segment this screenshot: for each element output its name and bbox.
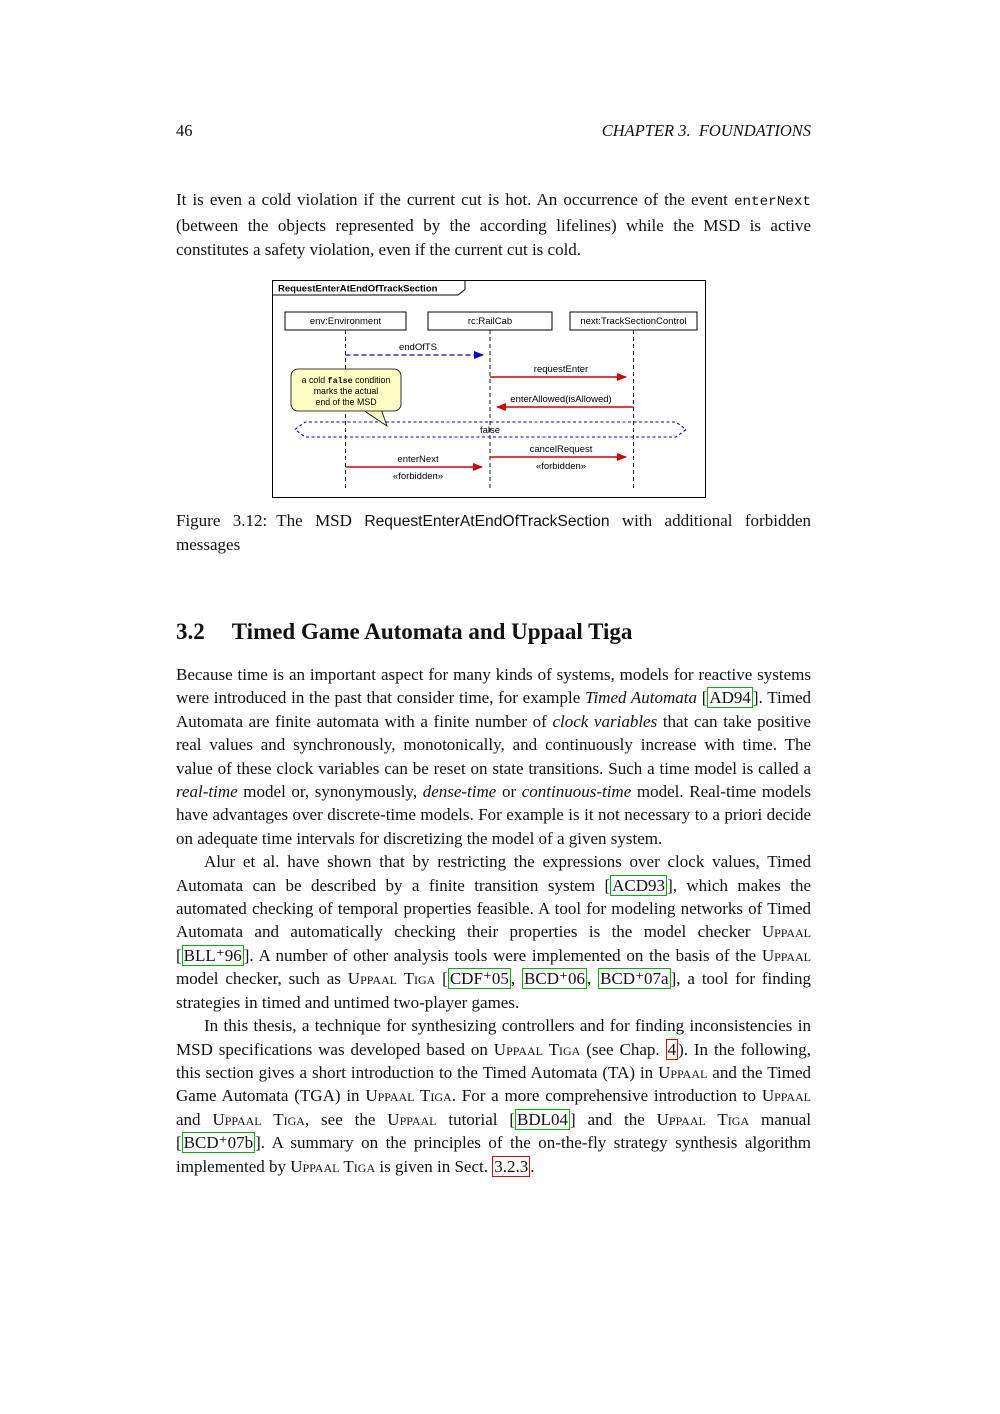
citation-link[interactable]: BCD⁺07a xyxy=(600,969,669,989)
citation-link[interactable]: ACD93 xyxy=(612,875,666,895)
text-segment: Uppaal Tiga xyxy=(212,1109,305,1129)
text-segment: , xyxy=(586,969,599,989)
section-heading xyxy=(176,619,816,645)
text-segment: ]. A summary on the principles of the on-the-fly strategy synthesis algorithm implemented by xyxy=(176,1133,811,1176)
text-segment: , xyxy=(510,969,523,989)
citation-link[interactable]: BLL⁺96 xyxy=(183,945,242,965)
text-segment: It is even a cold violation if the current cut is hot. An occurrence of the event xyxy=(176,190,734,209)
message-label-enterNext: enterNext xyxy=(397,454,439,465)
section-ref-link[interactable]: 3.2.3 xyxy=(494,1156,529,1176)
text-segment: with additional forbidden messages xyxy=(176,511,811,555)
text-segment: [ xyxy=(697,688,708,708)
text-segment: ). In the following, this section gives a short introduction to the Timed Automata (TA) in xyxy=(176,1039,811,1082)
lifeline-label-rc: rc:RailCab xyxy=(467,316,513,327)
text-segment: RequestEnterAtEndOfTrackSection xyxy=(364,513,610,530)
paragraph-thesis xyxy=(176,1014,811,1178)
text-segment: Because time is an important aspect for many kinds of systems, models for reactive systems were introduced in the past that consider time, for example xyxy=(176,665,811,708)
message-label-requestEnter: requestEnter xyxy=(533,364,589,375)
note-line-2: marks the actual xyxy=(313,386,379,396)
section-ref-link[interactable]: 4 xyxy=(667,1039,677,1059)
msd-diagram-figure xyxy=(272,280,706,498)
text-segment: Figure 3.12: xyxy=(176,511,268,530)
note-line-1: a cold false condition xyxy=(301,375,391,386)
text-segment: (between the objects represented by the according lifelines) while the MSD is active constitutes a safety violation, even if the current cut is cold. xyxy=(176,216,811,259)
text-segment: manual [ xyxy=(176,1109,812,1153)
text-segment: and xyxy=(176,1109,213,1129)
text-segment: model. Real-time models have advantages over discrete-time models. For example is it not necessary to a priori decide on adequate time intervals for discretizing the model of a given system. xyxy=(176,782,811,848)
lifeline-label-env: env:Environment xyxy=(309,316,382,327)
text-segment: Uppaal xyxy=(658,1062,708,1082)
text-segment: Alur et al. have shown that by restricting the expressions over clock values, Timed Automata can be described by a finite transition system [ xyxy=(176,852,811,895)
text-segment: ], which makes the automated checking of temporal properties feasible. A tool for modeling networks of Timed Automata and automatically checking their properties is the model checker xyxy=(176,875,811,942)
figure-caption xyxy=(176,509,811,557)
section-number: 3.2 xyxy=(176,619,205,644)
text-segment: is given in Sect. xyxy=(375,1156,493,1176)
text-segment: model checker, such as xyxy=(176,969,348,989)
text-segment: or xyxy=(496,782,522,802)
text-segment: model or, synonymously, xyxy=(237,782,423,802)
text-segment: and the Timed Game Automata (TGA) in xyxy=(176,1062,811,1106)
stereotype-forbidden-cancelRequest: «forbidden» xyxy=(535,461,587,472)
text-segment: real-time xyxy=(176,782,238,802)
section-body xyxy=(176,663,811,1178)
citation-link[interactable]: BCD⁺07b xyxy=(183,1133,254,1153)
text-segment: (see Chap. xyxy=(580,1039,666,1059)
text-segment: In this thesis, a technique for synthesizing controllers and for finding inconsistencies in MSD specifications was developed based on xyxy=(176,1016,811,1059)
running-head xyxy=(176,121,811,141)
text-segment: ] and the xyxy=(570,1109,657,1129)
text-segment: that can take positive real values and synchronously, monotonically, and continuously increase with time. The value of these clock variables can be reset on state transitions. Such a time model is called a xyxy=(176,711,811,778)
paragraph-uppaal xyxy=(176,850,811,1014)
text-segment: Uppaal xyxy=(387,1109,437,1129)
text-segment: ]. A number of other analysis tools were implemented on the basis of the xyxy=(243,945,762,965)
citation-link[interactable]: BCD⁺06 xyxy=(524,969,585,989)
text-segment: Uppaal Tiga xyxy=(656,1109,750,1129)
text-segment: The MSD xyxy=(276,511,365,530)
section-title: Timed Game Automata and Uppaal Tiga xyxy=(231,619,633,644)
text-segment: ]. Timed Automata are finite automata with a finite number of xyxy=(176,688,811,731)
stereotype-forbidden-enterNext: «forbidden» xyxy=(392,471,444,482)
text-segment: tutorial [ xyxy=(436,1109,516,1129)
paragraph-timed-automata xyxy=(176,663,811,850)
text-segment: Uppaal Tiga xyxy=(347,969,436,989)
message-label-endOfTS: endOfTS xyxy=(398,342,438,353)
text-segment: enterNext xyxy=(733,194,811,210)
text-segment: Uppaal xyxy=(761,922,811,942)
note-line-3: end of the MSD xyxy=(315,397,377,407)
text-segment: , see the xyxy=(304,1109,388,1129)
lifeline-label-next: next:TrackSectionControl xyxy=(580,316,687,327)
text-segment: continuous-time xyxy=(521,782,632,802)
running-chapter-title: CHAPTER 3. FOUNDATIONS xyxy=(601,121,811,140)
text-segment: Uppaal Tiga xyxy=(365,1086,452,1106)
text-segment: . For a more comprehensive introduction to xyxy=(451,1086,762,1106)
message-label-enterAllowed: enterAllowed(isAllowed) xyxy=(510,394,612,405)
page-number: 46 xyxy=(176,121,193,140)
text-segment: . xyxy=(530,1156,535,1176)
text-segment: Timed Automata xyxy=(584,688,697,708)
text-segment: Uppaal Tiga xyxy=(290,1156,376,1176)
text-segment: clock variables xyxy=(552,711,658,731)
text-segment: Uppaal xyxy=(761,1086,811,1106)
citation-link[interactable]: BDL04 xyxy=(517,1109,569,1129)
citation-link[interactable]: CDF⁺05 xyxy=(449,969,509,989)
condition-label: false xyxy=(479,425,501,436)
msd-title: RequestEnterAtEndOfTrackSection xyxy=(278,283,438,295)
paragraph-intro xyxy=(176,188,811,261)
msd-diagram-svg xyxy=(272,280,706,498)
text-segment: Uppaal Tiga xyxy=(493,1039,581,1059)
text-segment: dense-time xyxy=(422,782,497,802)
text-segment: ], a tool for finding strategies in timed and untimed two-player games. xyxy=(176,969,811,1012)
message-label-cancelRequest: cancelRequest xyxy=(529,444,593,455)
text-segment: [ xyxy=(176,945,182,965)
text-segment: Uppaal xyxy=(761,945,811,965)
text-segment: [ xyxy=(435,969,448,989)
citation-link[interactable]: AD94 xyxy=(709,688,751,708)
